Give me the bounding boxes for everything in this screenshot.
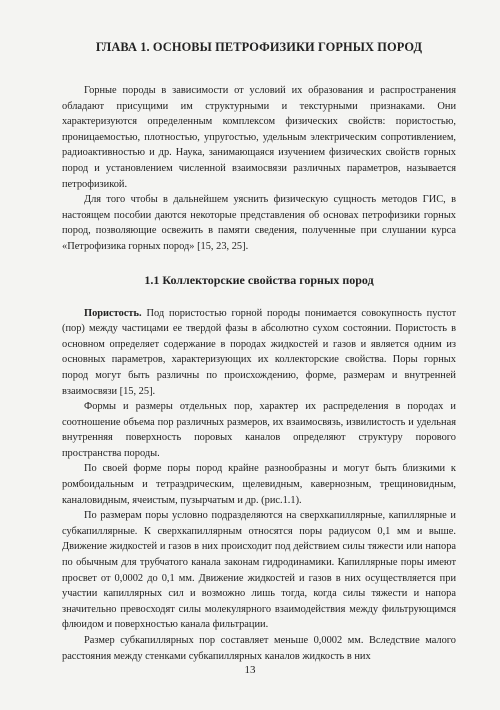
body-paragraph-2: По своей форме поры пород крайне разнообразны и могут быть близкими к ромбоидальным и тетраэдрическим, щелевидным, кавернозным, трещиновидным, каналовидным, ячеистым, пузырчатым и др. (рис.1.1). (62, 463, 456, 506)
porosity-definition: Под пористостью горной породы понимается совокупность пустот (пор) между частицами ее твердой фазы в абсолютно сухом состоянии. Пористость в основном определяет содержание в породах жидкостей и газов и является одним из основных параметров, характеризующих их коллекторские свойства. Поры горных пород могут быть различны по происхождению, форме, размерам и внутренней взаимосвязи [15, 25]. (62, 307, 456, 397)
body-paragraph-3: По размерам поры условно подразделяются на сверхкапиллярные, капиллярные и субкапиллярные. К сверхкапиллярным относятся поры радиусом 0,1 мм и выше. Движение жидкостей и газов в них происходит под действием силы тяжести или напора по обычным для трубчатого канала законам гидродинамики. Капиллярные поры имеют просвет от 0,0002 до 0,1 мм. Движение жидкостей и газов в них осуществляется при участии капиллярных сил и возможно лишь тогда, когда силы тяжести и напора значительно превосходят силы молекулярного взаимодействия между фильтрующимся флюидом и поверхностью канала фильтрации. (62, 510, 456, 631)
body-paragraph-4: Размер субкапиллярных пор составляет меньше 0,0002 мм. Вследствие малого расстояния между стенками субкапиллярных каналов жидкость в них (62, 635, 456, 662)
intro-paragraph-1: Горные породы в зависимости от условий их образования и распространения обладают присущими им структурными и текстурными признаками. Они характеризуются определенным комплексом физических свойств: пористостью, проницаемостью, плотностью, упругостью, удельным электрическим сопротивлением, радиоактивностью и др. Наука, занимающаяся изучением физических свойств горных пород и установлением численной взаимосвязи различных параметров, называется петрофизикой. (62, 85, 456, 190)
porosity-paragraph (62, 306, 456, 400)
porosity-term: Пористость. (84, 307, 142, 319)
chapter-title: ГЛАВА 1. ОСНОВЫ ПЕТРОФИЗИКИ ГОРНЫХ ПОРОД (95, 40, 423, 54)
intro-paragraph-2: Для того чтобы в дальнейшем уяснить физическую сущность методов ГИС, в настоящем пособии даются некоторые представления об основах петрофизики горных пород, позволяющие освежить в памяти сведения, полученные при слушании курса «Петрофизика горных пород» [15, 23, 25]. (62, 194, 456, 252)
body-paragraph-1: Формы и размеры отдельных пор, характер их распределения в породах и соотношение объема пор различных размеров, их взаимосвязь, извилистость и удельная внутренняя поверхность поровых каналов определяют структуру порового пространства породы. (62, 401, 456, 459)
section-title: 1.1 Коллекторские свойства горных пород (144, 272, 374, 287)
page-number: 13 (244, 664, 256, 676)
